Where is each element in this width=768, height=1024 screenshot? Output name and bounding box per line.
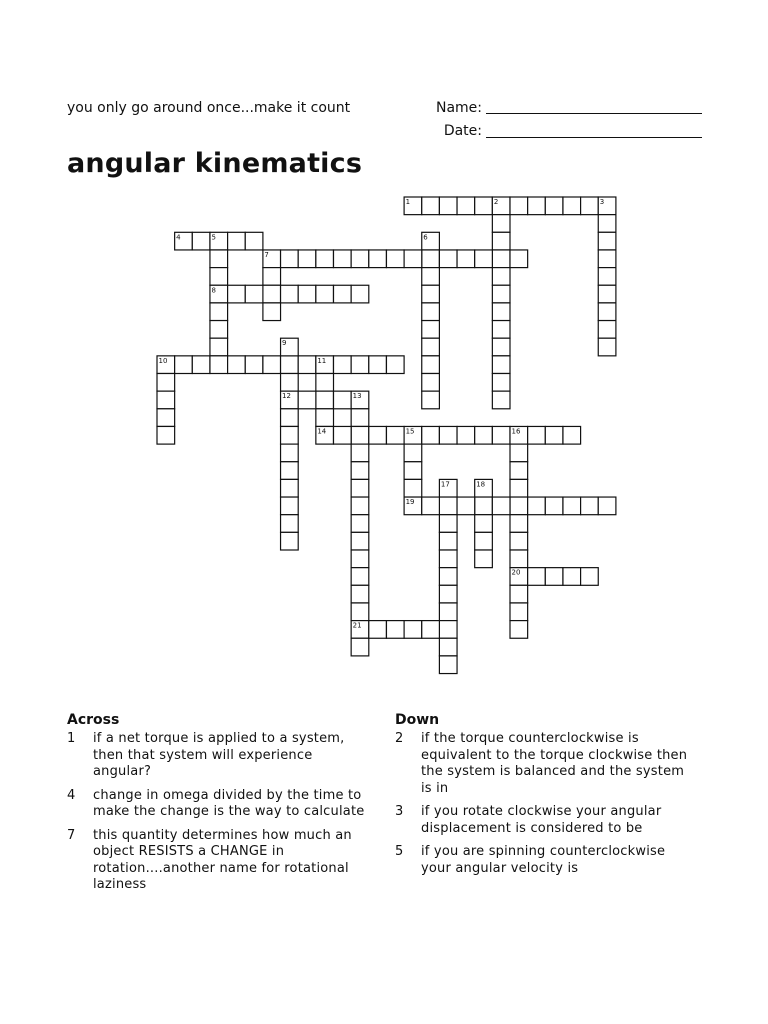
grid-cell[interactable] <box>492 391 510 409</box>
grid-cell[interactable] <box>316 250 334 268</box>
grid-cell[interactable] <box>334 426 352 444</box>
clue-text: if you are spinning counterclockwise your angular velocity is <box>421 844 666 876</box>
grid-cell[interactable] <box>598 497 616 515</box>
grid-cell[interactable] <box>422 621 440 639</box>
grid-cell[interactable] <box>175 356 193 374</box>
grid-cell[interactable] <box>422 374 440 392</box>
grid-cell[interactable] <box>351 426 369 444</box>
grid-cell[interactable] <box>439 550 457 568</box>
date-label: Date: <box>443 123 482 139</box>
clue-text: this quantity determines how much an object RESISTS a CHANGE in rotation....another name for rotational laziness <box>93 827 352 892</box>
grid-cell[interactable] <box>492 356 510 374</box>
grid-cell[interactable] <box>528 568 546 586</box>
grid-cell[interactable] <box>281 250 299 268</box>
grid-cell[interactable] <box>598 268 616 286</box>
grid-cell[interactable] <box>545 426 563 444</box>
across-clue <box>67 731 367 781</box>
grid-cell[interactable] <box>545 497 563 515</box>
grid-cell[interactable] <box>157 409 175 427</box>
grid-cell[interactable] <box>492 321 510 339</box>
grid-cell[interactable] <box>528 497 546 515</box>
grid-cell[interactable] <box>528 426 546 444</box>
grid-cell[interactable] <box>439 638 457 656</box>
grid-cell[interactable] <box>563 568 581 586</box>
grid-cell[interactable] <box>351 285 369 303</box>
grid-cell[interactable] <box>475 250 493 268</box>
grid-cell[interactable] <box>598 215 616 233</box>
grid-cell[interactable] <box>510 515 528 533</box>
grid-number: 15 <box>405 427 415 436</box>
grid-cell[interactable] <box>228 232 246 250</box>
grid-number: 4 <box>176 233 181 242</box>
grid-cell[interactable] <box>492 374 510 392</box>
grid-cell[interactable] <box>492 338 510 356</box>
grid-cell[interactable] <box>404 621 422 639</box>
grid-number: 14 <box>317 427 327 436</box>
grid-cell[interactable] <box>316 409 334 427</box>
grid-cell[interactable] <box>492 303 510 321</box>
grid-cell[interactable] <box>386 250 404 268</box>
grid-cell[interactable] <box>439 603 457 621</box>
grid-cell[interactable] <box>510 603 528 621</box>
grid-cell[interactable] <box>510 532 528 550</box>
grid-cell[interactable] <box>492 426 510 444</box>
across-heading: Across <box>67 712 120 728</box>
grid-cell[interactable] <box>422 285 440 303</box>
grid-cell[interactable] <box>422 391 440 409</box>
grid-cell[interactable] <box>351 497 369 515</box>
grid-cell[interactable] <box>351 532 369 550</box>
down-clue <box>395 844 695 877</box>
grid-cell[interactable] <box>351 515 369 533</box>
grid-cell[interactable] <box>281 426 299 444</box>
grid-cell[interactable] <box>475 550 493 568</box>
tagline: you only go around once...make it count <box>67 100 351 116</box>
grid-cell[interactable] <box>281 409 299 427</box>
grid-cell[interactable] <box>298 250 316 268</box>
grid-cell[interactable] <box>492 497 510 515</box>
grid-cell[interactable] <box>210 250 228 268</box>
grid-cell[interactable] <box>563 497 581 515</box>
grid-cell[interactable] <box>457 250 475 268</box>
clue-number: 5 <box>395 844 404 859</box>
grid-cell[interactable] <box>475 532 493 550</box>
grid-cell[interactable] <box>228 356 246 374</box>
grid-cell[interactable] <box>351 462 369 480</box>
name-label: Name: <box>435 100 482 116</box>
grid-cell[interactable] <box>510 497 528 515</box>
grid-cell[interactable] <box>263 356 281 374</box>
grid-cell[interactable] <box>510 621 528 639</box>
grid-cell[interactable] <box>157 374 175 392</box>
grid-cell[interactable] <box>351 409 369 427</box>
grid-cell[interactable] <box>245 285 263 303</box>
grid-cell[interactable] <box>457 497 475 515</box>
grid-cell[interactable] <box>404 462 422 480</box>
grid-number: 9 <box>282 339 287 348</box>
grid-cell[interactable] <box>263 303 281 321</box>
down-clue <box>395 731 695 797</box>
grid-cell[interactable] <box>492 232 510 250</box>
grid-cell[interactable] <box>439 197 457 215</box>
grid-number: 11 <box>317 356 327 365</box>
grid-cell[interactable] <box>422 338 440 356</box>
grid-cell[interactable] <box>510 479 528 497</box>
grid-cell[interactable] <box>334 250 352 268</box>
clue-text: if a net torque is applied to a system, then that system will experience angular? <box>93 731 345 779</box>
grid-cell[interactable] <box>369 250 387 268</box>
grid-cell[interactable] <box>298 356 316 374</box>
grid-cell[interactable] <box>439 250 457 268</box>
grid-cell[interactable] <box>334 391 352 409</box>
down-heading: Down <box>395 712 440 728</box>
grid-cell[interactable] <box>386 356 404 374</box>
grid-cell[interactable] <box>457 426 475 444</box>
grid-cell[interactable] <box>510 250 528 268</box>
grid-cell[interactable] <box>298 391 316 409</box>
grid-number: 10 <box>158 356 168 365</box>
grid-cell[interactable] <box>157 426 175 444</box>
grid-cell[interactable] <box>281 356 299 374</box>
clue-text: if you rotate clockwise your angular displacement is considered to be <box>421 804 662 836</box>
grid-cell[interactable] <box>475 426 493 444</box>
grid-cell[interactable] <box>510 462 528 480</box>
grid-number: 3 <box>599 198 605 206</box>
grid-cell[interactable] <box>281 285 299 303</box>
grid-cell[interactable] <box>316 391 334 409</box>
grid-cell[interactable] <box>598 303 616 321</box>
grid-number: 19 <box>405 498 415 507</box>
grid-cell[interactable] <box>404 479 422 497</box>
grid-cell[interactable] <box>281 532 299 550</box>
grid-cell[interactable] <box>581 568 599 586</box>
grid-number: 7 <box>264 250 269 259</box>
grid-number: 17 <box>440 480 450 489</box>
grid-cell[interactable] <box>369 426 387 444</box>
grid-cell[interactable] <box>581 197 599 215</box>
grid-cell[interactable] <box>439 585 457 603</box>
grid-cell[interactable] <box>245 356 263 374</box>
grid-cell[interactable] <box>598 321 616 339</box>
grid-cell[interactable] <box>528 197 546 215</box>
grid-cell[interactable] <box>351 356 369 374</box>
grid-cell[interactable] <box>422 197 440 215</box>
grid-cell[interactable] <box>598 250 616 268</box>
grid-cell[interactable] <box>281 374 299 392</box>
clue-number: 1 <box>67 731 76 746</box>
grid-cell[interactable] <box>245 232 263 250</box>
grid-cell[interactable] <box>422 356 440 374</box>
clue-number: 3 <box>395 804 404 819</box>
grid-cell[interactable] <box>192 356 210 374</box>
grid-cell[interactable] <box>351 603 369 621</box>
grid-cell[interactable] <box>351 568 369 586</box>
grid-number: 18 <box>476 480 486 489</box>
grid-cell[interactable] <box>563 426 581 444</box>
grid-cell[interactable] <box>210 303 228 321</box>
grid-cell[interactable] <box>422 321 440 339</box>
grid-cell[interactable] <box>263 285 281 303</box>
grid-number: 16 <box>511 427 521 436</box>
grid-number: 8 <box>211 286 216 295</box>
grid-cell[interactable] <box>351 585 369 603</box>
across-clue <box>67 828 367 894</box>
grid-cell[interactable] <box>422 303 440 321</box>
down-clues <box>395 712 695 884</box>
grid-cell[interactable] <box>475 497 493 515</box>
grid-cell[interactable] <box>422 250 440 268</box>
grid-cell[interactable] <box>281 462 299 480</box>
grid-cell[interactable] <box>334 356 352 374</box>
grid-cell[interactable] <box>228 285 246 303</box>
grid-cell[interactable] <box>545 568 563 586</box>
across-clues <box>67 712 367 901</box>
grid-cell[interactable] <box>210 321 228 339</box>
clue-text: if the torque counterclockwise is equivalent to the torque clockwise then the system is balanced and the system is in <box>421 731 688 796</box>
grid-cell[interactable] <box>281 444 299 462</box>
clue-number: 7 <box>67 827 76 843</box>
grid-cell[interactable] <box>351 479 369 497</box>
grid-cell[interactable] <box>510 444 528 462</box>
grid-cell[interactable] <box>510 585 528 603</box>
grid-cell[interactable] <box>404 250 422 268</box>
grid-cell[interactable] <box>369 621 387 639</box>
grid-cell[interactable] <box>351 550 369 568</box>
grid-cell[interactable] <box>475 197 493 215</box>
grid-cell[interactable] <box>281 479 299 497</box>
grid-cell[interactable] <box>404 444 422 462</box>
grid-cell[interactable] <box>351 638 369 656</box>
grid-cell[interactable] <box>263 268 281 286</box>
grid-cell[interactable] <box>157 391 175 409</box>
grid-cell[interactable] <box>422 426 440 444</box>
grid-number: 5 <box>211 233 216 242</box>
clue-text: change in omega divided by the time to make the change is the way to calculate <box>93 787 365 819</box>
grid-cell[interactable] <box>439 568 457 586</box>
grid-cell[interactable] <box>281 497 299 515</box>
grid-cell[interactable] <box>210 268 228 286</box>
grid-cell[interactable] <box>581 497 599 515</box>
grid-cell[interactable] <box>210 356 228 374</box>
grid-cell[interactable] <box>492 250 510 268</box>
grid-cell[interactable] <box>316 374 334 392</box>
grid-number: 1 <box>405 198 411 206</box>
grid-number: 2 <box>493 198 499 206</box>
grid-cell[interactable] <box>475 515 493 533</box>
grid-cell[interactable] <box>439 497 457 515</box>
grid-cell[interactable] <box>598 232 616 250</box>
grid-cell[interactable] <box>422 268 440 286</box>
grid-cell[interactable] <box>422 497 440 515</box>
grid-cell[interactable] <box>439 532 457 550</box>
page-title: angular kinematics <box>67 148 363 179</box>
grid-cell[interactable] <box>316 285 334 303</box>
grid-cell[interactable] <box>192 232 210 250</box>
clue-number: 2 <box>395 731 404 746</box>
grid-number: 6 <box>423 233 428 242</box>
grid-cell[interactable] <box>563 197 581 215</box>
grid-cell[interactable] <box>386 621 404 639</box>
grid-cell[interactable] <box>492 285 510 303</box>
grid-cell[interactable] <box>210 338 228 356</box>
grid-number: 12 <box>282 392 291 401</box>
grid-cell[interactable] <box>439 426 457 444</box>
grid-cell[interactable] <box>334 285 352 303</box>
grid-cell[interactable] <box>351 250 369 268</box>
grid-cell[interactable] <box>510 550 528 568</box>
grid-cell[interactable] <box>439 656 457 674</box>
grid-cell[interactable] <box>598 338 616 356</box>
grid-cell[interactable] <box>439 515 457 533</box>
grid-cell[interactable] <box>281 515 299 533</box>
grid-cell[interactable] <box>598 285 616 303</box>
grid-number: 20 <box>511 568 521 577</box>
down-clue <box>395 804 695 837</box>
grid-cell[interactable] <box>492 215 510 233</box>
grid-cell[interactable] <box>510 197 528 215</box>
grid-cell[interactable] <box>439 621 457 639</box>
grid-cell[interactable] <box>457 197 475 215</box>
grid-number: 13 <box>352 392 362 401</box>
grid-cell[interactable] <box>369 356 387 374</box>
clue-number: 4 <box>67 787 76 803</box>
across-clue <box>67 788 367 821</box>
grid-number: 21 <box>352 621 362 630</box>
grid-cell[interactable] <box>492 268 510 286</box>
grid-cell[interactable] <box>386 426 404 444</box>
grid-cell[interactable] <box>545 197 563 215</box>
grid-cell[interactable] <box>298 285 316 303</box>
grid-cell[interactable] <box>351 444 369 462</box>
